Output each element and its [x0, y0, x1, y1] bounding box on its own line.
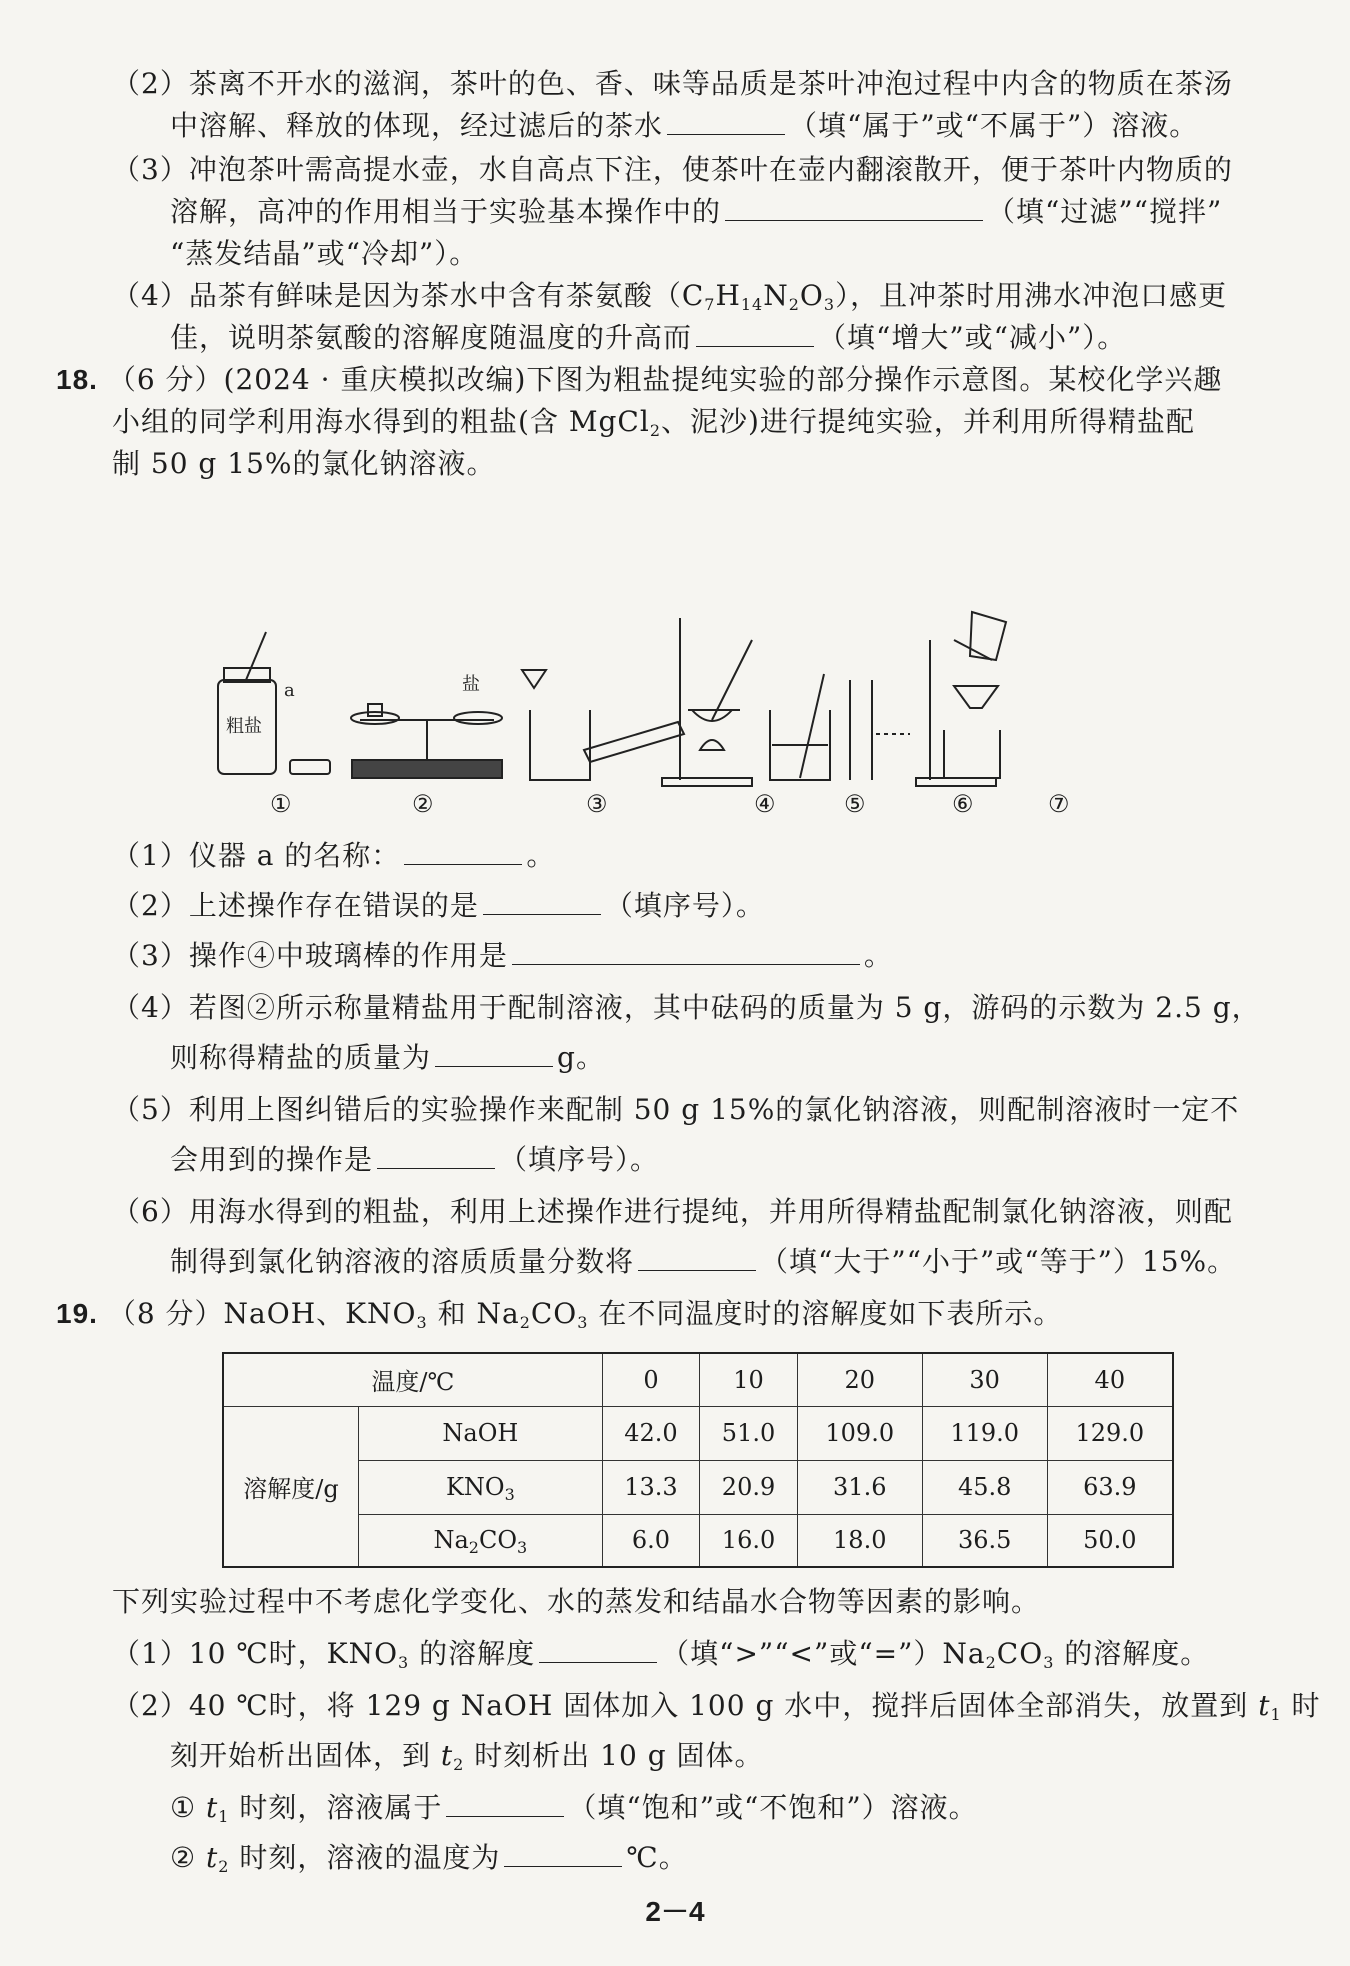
table-row — [223, 1460, 1173, 1514]
q17-part2-line1: （2）茶离不开水的滋润，茶叶的色、香、味等品质是茶叶冲泡过程中内含的物质在茶汤 — [112, 67, 1233, 100]
table-cell: 16.0 — [700, 1514, 798, 1567]
answer-blank[interactable] — [696, 318, 814, 347]
svg-text:a: a — [284, 680, 295, 701]
figure-label-3: ③ — [586, 790, 608, 818]
q18-sub6-line2: 制得到氯化钠溶液的溶质质量分数将 （填“大于”“小于”或“等于”）15%。 — [170, 1242, 1236, 1282]
q18-sub5-line2: 会用到的操作是 （填序号）。 — [170, 1140, 659, 1180]
answer-blank[interactable] — [504, 1838, 622, 1867]
table-cell: 51.0 — [700, 1406, 798, 1460]
table-cell: 42.0 — [602, 1406, 700, 1460]
q17-part4-line1: （4）品茶有鲜味是因为茶水中含有茶氨酸$(C_7H_{14}N_2O_3)$，且冲茶时用沸水冲泡口感更 — [112, 279, 1228, 314]
q17-part4-line2: 佳，说明茶氨酸的溶解度随温度的升高而 （填“增大”或“减小”）。 — [170, 318, 1126, 358]
answer-blank[interactable] — [512, 936, 860, 965]
table-header-cell: 30 — [922, 1353, 1047, 1406]
table-row-name: $Na_2CO_3$ — [359, 1514, 603, 1567]
table-cell: 129.0 — [1047, 1406, 1173, 1460]
table-cell: 45.8 — [922, 1460, 1047, 1514]
figure-label-6: ⑥ — [952, 790, 974, 818]
solubility-table — [222, 1352, 1174, 1568]
table-row-name: $KNO_3$ — [359, 1460, 603, 1514]
answer-blank[interactable] — [377, 1140, 495, 1169]
answer-blank[interactable] — [539, 1634, 657, 1663]
q18-sub1: （1）仪器 a 的名称： 。 — [112, 836, 555, 876]
q18-intro-line3: 制 50 g 15%的氯化钠溶液。 — [112, 447, 496, 480]
table-cell: 63.9 — [1047, 1460, 1173, 1514]
table-header-cell: 0 — [602, 1353, 700, 1406]
table-row — [223, 1514, 1173, 1567]
beaker-icon — [530, 710, 590, 780]
q19-intro: 19. （8 分）NaOH、$KNO_3$ 和 $Na_2CO_3$ 在不同温度时的溶解度如下表所示。 — [56, 1297, 1063, 1332]
table-row — [223, 1406, 1173, 1460]
table-cell: 18.0 — [797, 1514, 922, 1567]
q18-intro-line1: 18. （6 分）(2024 · 重庆模拟改编)下图为粗盐提纯实验的部分操作示意图。某校化学兴趣 — [56, 363, 1223, 396]
table-header-temp: 温度/℃ — [223, 1353, 602, 1406]
table-cell: 13.3 — [602, 1460, 700, 1514]
page-number: 2－4 — [645, 1896, 705, 1927]
q18-sub5-line1: （5）利用上图纠错后的实验操作来配制 50 g 15%的氯化钠溶液，则配制溶液时一定不 — [112, 1093, 1240, 1126]
q19-note: 下列实验过程中不考虑化学变化、水的蒸发和结晶水合物等因素的影响。 — [112, 1585, 1041, 1618]
q18-sub6-line1: （6）用海水得到的粗盐，利用上述操作进行提纯，并用所得精盐配制氯化钠溶液，则配 — [112, 1195, 1233, 1228]
table-row-header: 溶解度/g — [223, 1406, 359, 1567]
table-cell: 119.0 — [922, 1406, 1047, 1460]
table-header-cell: 10 — [700, 1353, 798, 1406]
figure-label-1: ① — [270, 790, 292, 818]
q19-sub2-line1: （2）40 ℃时，将 129 g NaOH 固体加入 100 g 水中，搅拌后固体全部消失，放置到 $t_1$ 时 — [112, 1689, 1321, 1724]
q18-sub3: （3）操作④中玻璃棒的作用是 。 — [112, 936, 893, 976]
answer-blank[interactable] — [435, 1038, 553, 1067]
apparatus-illustration — [200, 600, 1160, 790]
salt-purification-figure — [200, 600, 1160, 830]
q17-part3-line3: “蒸发结晶”或“冷却”）。 — [170, 237, 479, 270]
table-cell: 109.0 — [797, 1406, 922, 1460]
q18-intro-line2: 小组的同学利用海水得到的粗盐(含 MgCl$_2$、泥沙)进行提纯实验，并利用所得精盐配 — [112, 405, 1195, 440]
figure-label-4: ④ — [754, 790, 776, 818]
q19-sub2-line2: 刻开始析出固体，到 $t_2$ 时刻析出 10 g 固体。 — [170, 1739, 764, 1774]
q19-sub2-ii: ② $t_2$ 时刻，溶液的温度为 ℃。 — [170, 1838, 688, 1878]
table-row-name: NaOH — [359, 1406, 603, 1460]
q18-sub2: （2）上述操作存在错误的是 （填序号）。 — [112, 886, 765, 926]
q17-part3-line2: 溶解，高冲的作用相当于实验基本操作中的 （填“过滤”“搅拌” — [170, 192, 1222, 232]
answer-blank[interactable] — [638, 1242, 756, 1271]
table-header-cell: 20 — [797, 1353, 922, 1406]
svg-text:盐: 盐 — [462, 674, 480, 695]
q18-sub4-line2: 则称得精盐的质量为 g。 — [170, 1038, 605, 1078]
svg-text:粗盐: 粗盐 — [226, 716, 262, 737]
table-cell: 20.9 — [700, 1460, 798, 1514]
table-cell: 31.6 — [797, 1460, 922, 1514]
table-cell: 50.0 — [1047, 1514, 1173, 1567]
answer-blank[interactable] — [725, 192, 983, 221]
q18-sub4-line1: （4）若图②所示称量精盐用于配制溶液，其中砝码的质量为 5 g，游码的示数为 2.5 g， — [112, 991, 1261, 1024]
q17-part2-line2: 中溶解、释放的体现，经过滤后的茶水 （填“属于”或“不属于”）溶液。 — [170, 106, 1198, 146]
answer-blank[interactable] — [446, 1788, 564, 1817]
table-cell: 6.0 — [602, 1514, 700, 1567]
q17-part3-line1: （3）冲泡茶叶需高提水壶，水自高点下注，使茶叶在壶内翻滚散开，便于茶叶内物质的 — [112, 153, 1233, 186]
table-header-cell: 40 — [1047, 1353, 1173, 1406]
balance-icon — [352, 760, 502, 778]
figure-label-7: ⑦ — [1048, 790, 1070, 818]
figure-label-2: ② — [412, 790, 434, 818]
figure-label-5: ⑤ — [844, 790, 866, 818]
answer-blank[interactable] — [404, 836, 522, 865]
q19-sub1: （1）10 ℃时，$KNO_3$ 的溶解度 （填“>”“<”或“$=”)Na_2CO_3$ 的溶解度。 — [112, 1634, 1209, 1674]
answer-blank[interactable] — [483, 886, 601, 915]
answer-blank[interactable] — [667, 106, 785, 135]
q19-sub2-i: ① $t_1$ 时刻，溶液属于 （填“饱和”或“不饱和”）溶液。 — [170, 1788, 978, 1828]
table-cell: 36.5 — [922, 1514, 1047, 1567]
